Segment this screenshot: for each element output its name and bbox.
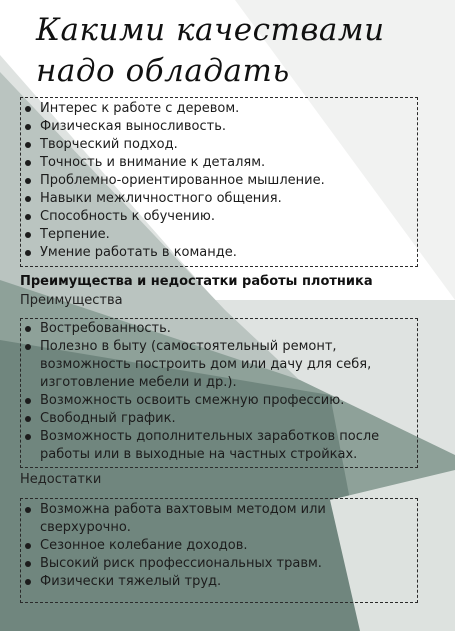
bullet-icon [25, 160, 31, 166]
advantages-list [25, 320, 411, 464]
bullet-icon [25, 561, 31, 567]
bullet-icon [25, 142, 31, 148]
bullet-icon [25, 579, 31, 585]
bullet-icon [25, 250, 31, 256]
bullet-icon [25, 214, 31, 220]
bullet-icon [25, 196, 31, 202]
disadvantages-box [20, 498, 418, 603]
list-item: Навыки межличностного общения. [25, 190, 411, 208]
list-item: Проблемно-ориентированное мышление. [25, 172, 411, 190]
list-item: Высокий риск профессиональных травм. [25, 555, 411, 573]
page-title [36, 10, 436, 92]
list-item: Полезно в быту (самостоятельный ремонт, возможность построить дом или дачу для себя, изготовление мебели и др.). [25, 338, 411, 392]
bullet-icon [25, 326, 31, 332]
disadvantages-heading: Недостатки [20, 472, 102, 487]
list-item: Способность к обучению. [25, 208, 411, 226]
list-item: Возможность дополнительных заработков после работы или в выходные на частных стройках. [25, 428, 411, 464]
list-item: Свободный график. [25, 410, 411, 428]
list-item: Терпение. [25, 226, 411, 244]
list-item: Возможна работа вахтовым методом или сверхурочно. [25, 501, 411, 537]
bullet-icon [25, 344, 31, 350]
bullet-icon [25, 398, 31, 404]
pros-cons-heading: Преимущества и недостатки работы плотника [20, 274, 373, 289]
advantages-heading: Преимущества [20, 293, 123, 308]
bullet-icon [25, 178, 31, 184]
list-item: Интерес к работе с деревом. [25, 100, 411, 118]
list-item: Точность и внимание к деталям. [25, 154, 411, 172]
bullet-icon [25, 416, 31, 422]
qualities-list [25, 100, 411, 262]
title-line-2: надо обладать [36, 53, 290, 89]
disadvantages-list [25, 501, 411, 591]
bullet-icon [25, 507, 31, 513]
list-item: Сезонное колебание доходов. [25, 537, 411, 555]
list-item: Творческий подход. [25, 136, 411, 154]
bullet-icon [25, 543, 31, 549]
list-item: Умение работать в команде. [25, 244, 411, 262]
list-item: Возможность освоить смежную профессию. [25, 392, 411, 410]
list-item: Физически тяжелый труд. [25, 573, 411, 591]
qualities-box [20, 97, 418, 267]
list-item: Физическая выносливость. [25, 118, 411, 136]
list-item: Востребованность. [25, 320, 411, 338]
bullet-icon [25, 124, 31, 130]
title-line-1: Какими качествами [36, 12, 385, 48]
bullet-icon [25, 232, 31, 238]
bullet-icon [25, 106, 31, 112]
advantages-box [20, 318, 418, 468]
bullet-icon [25, 434, 31, 440]
